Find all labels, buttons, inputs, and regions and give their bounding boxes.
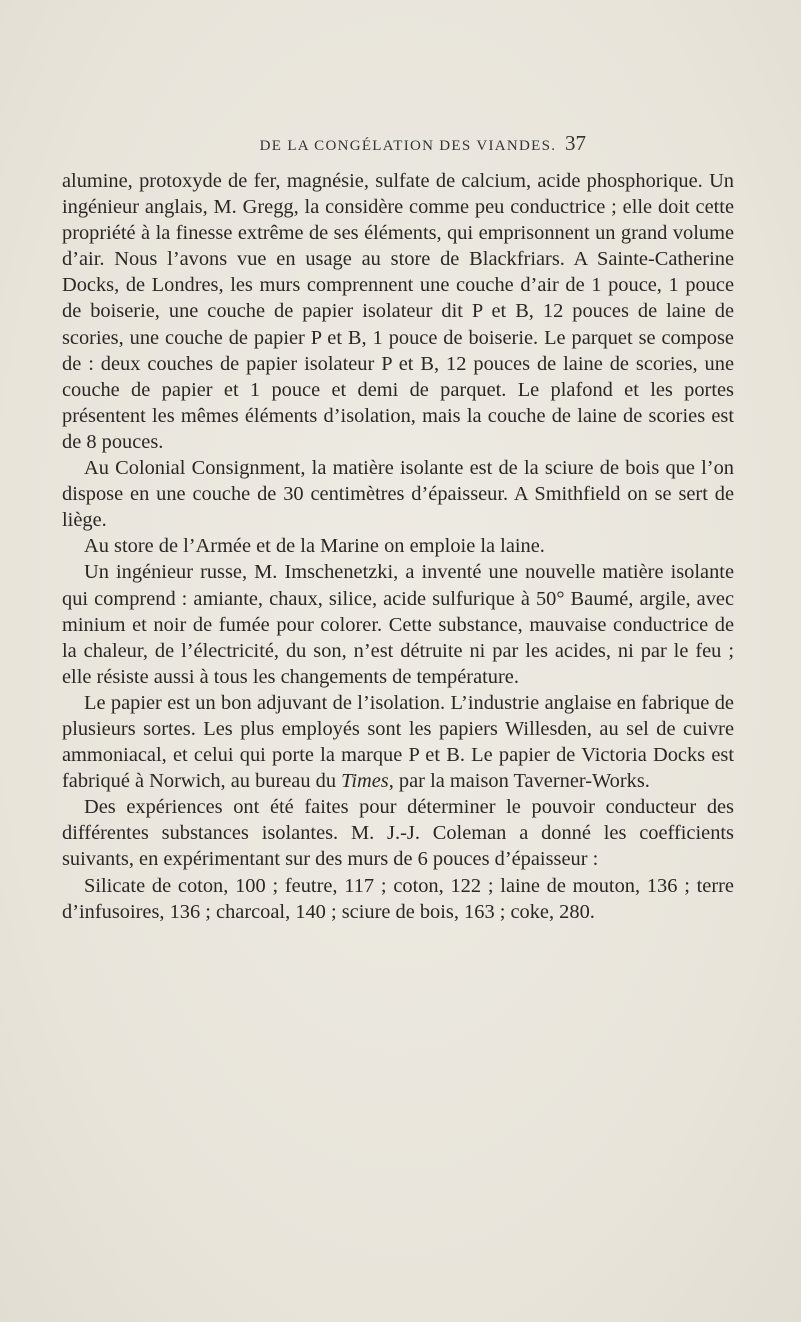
paper-text: Le papier est un bon adjuvant de l’isolation. L’industrie anglaise en fabrique de plusieurs sortes. Les plus employés sont les papiers Willesden, au sel de cuivre ammoniacal, et celui qui porte la marque P et B. Le papier de Victoria Docks est fabriqué à Norwich, au bureau du (62, 691, 734, 793)
page-number: 37 (565, 131, 586, 155)
times-newspaper-title: Times (341, 770, 389, 793)
paragraph-coefficients: Silicate de coton, 100 ; feutre, 117 ; coton, 122 ; laine de mouton, 136 ; terre d’infusoires, 136 ; charcoal, 140 ; sciure de bois, 163 ; coke, 280. (62, 874, 734, 923)
paragraph-colonial-consignment: Au Colonial Consignment, la matière isolante est de la sciure de bois que l’on dispose en une couche de 30 centimètres d’épaisseur. A Smithfield on se sert de liège. (62, 457, 734, 532)
paragraph-experiments: Des expériences ont été faites pour déterminer le pouvoir conducteur des différentes substances isolantes. M. J.-J. Coleman a donné les coefficients suivants, en expérimentant sur des murs de 6 pouces d’épaisseur : (62, 796, 734, 871)
paragraph-army-navy-store: Au store de l’Armée et de la Marine on emploie la laine. (84, 535, 545, 558)
page-body (62, 168, 734, 925)
paragraph-russian-engineer: Un ingénieur russe, M. Imschenetzki, a inventé une nouvelle matière isolante qui comprend : amiante, chaux, silice, acide sulfurique à 50° Baumé, argile, avec minium et noir de fumée pour colorer. Cette substance, mauvaise conductrice de la chaleur, de l’électricité, du son, n’est détruite ni par les acides, ni par le feu ; elle résiste aussi à tous les changements de température. (62, 561, 734, 688)
paper-text-end: , par la maison Taverner-Works. (388, 770, 650, 793)
paragraph-paper-adjuvant (62, 690, 734, 794)
paragraph-insulation-materials: alumine, protoxyde de fer, magnésie, sulfate de calcium, acide phosphorique. Un ingénieur anglais, M. Gregg, la considère comme peu conductrice ; elle doit cette propriété à la finesse extrême de ses éléments, qui emprisonnent un grand volume d’air. Nous l’avons vue en usage au store de Blackfriars. A Sainte-Catherine Docks, de Londres, les murs comprennent une couche d’air de 1 pouce, 1 pouce de boiserie, une couche de papier isolateur dit P et B, 12 pouces de laine de scories, une couche de papier P et B, 1 pouce de boiserie. Le parquet se compose de : deux couches de papier isolateur P et B, 12 pouces de laine de scories, une couche de papier et 1 pouce et demi de parquet. Le plafond et les portes présentent les mêmes éléments d’isolation, mais la couche de laine de scories est de 8 pouces. (62, 170, 734, 453)
running-title: DE LA CONGÉLATION DES VIANDES. (259, 138, 557, 154)
